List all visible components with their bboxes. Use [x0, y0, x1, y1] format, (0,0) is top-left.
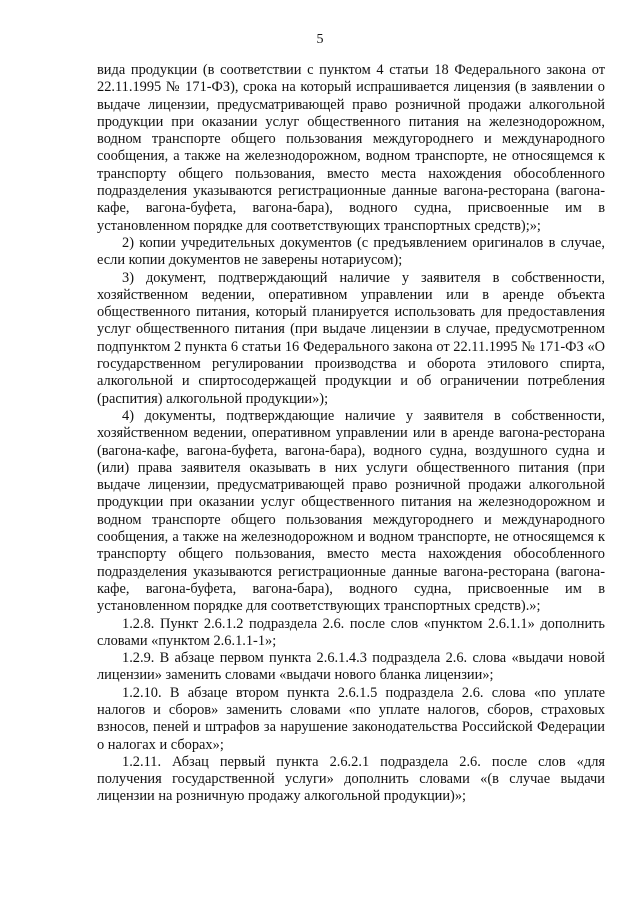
- paragraph-item-4: 4) документы, подтверждающие наличие у заявителя в собственности, хозяйственном ведении, оперативном управлении или в аренде вагона-ресторана (вагона-кафе, вагона-буфета, вагона-бара), водного судна, воздушного судна и (или) права заявителя оказывать в них услуги общественного питания (при выдаче лицензии, предусматривающей право розничной продажи алкогольной продукции при оказании услуг общественного питания на железнодорожном и водном транспорте общего пользования междугороднего и международного сообщения, а также на железнодорожном и водном транспорте, не относящемся к транспорту общего пользования, вместо места нахождения обособленного подразделения указываются регистрационные данные вагона-ресторана (вагона-кафе, вагона-буфета, вагона-бара), водного судна, присвоенные им в установленном порядке для соответствующих транспортных средств).»;: [97, 407, 605, 615]
- paragraph-1-2-10: 1.2.10. В абзаце втором пункта 2.6.1.5 подраздела 2.6. слова «по уплате налогов и сборов» заменить словами «по уплате налогов, сборов, страховых взносов, пеней и штрафов за нарушение законодательства Российской Федерации о налогах и сборах»;: [97, 684, 605, 753]
- paragraph-continuation: вида продукции (в соответствии с пунктом 4 статьи 18 Федерального закона от 22.11.1995 № 171-ФЗ), срока на который испрашивается лицензия (в заявлении о выдаче лицензии, предусматривающей право розничной продажи алкогольной продукции при оказании услуг общественного питания на железнодорожном, водном транспорте общего пользования междугороднего и международного сообщения, а также на железнодорожном, водном транспорте, не относящемся к транспорту общего пользования, вместо места нахождения обособленного подразделения указываются регистрационные данные вагона-ресторана (вагона-кафе, вагона-буфета, вагона-бара), водного судна, присвоенные им в установленном порядке для соответствующих транспортных средств);»;: [97, 62, 605, 234]
- paragraph-1-2-9: 1.2.9. В абзаце первом пункта 2.6.1.4.3 подраздела 2.6. слова «выдачи новой лицензии» заменить словами «выдачи нового бланка лицензии»;: [97, 650, 605, 684]
- paragraph-item-2: 2) копии учредительных документов (с предъявлением оригиналов в случае, если копии документов не заверены нотариусом);: [97, 234, 605, 269]
- document-body: [97, 62, 605, 806]
- page-number: 5: [316, 32, 324, 47]
- paragraph-item-3: 3) документ, подтверждающий наличие у заявителя в собственности, хозяйственном ведении, оперативном управлении или в аренде объекта общественного питания, который планируется использовать для предоставления услуг общественного питания (при выдаче лицензии в случае, предусмотренном подпунктом 2 пункта 6 статьи 16 Федерального закона от 22.11.1995 № 171-ФЗ «О государственном регулировании производства и оборота этилового спирта, алкогольной и спиртосодержащей продукции и об ограничении потребления (распития) алкогольной продукции»);: [97, 269, 605, 407]
- paragraph-1-2-8: 1.2.8. Пункт 2.6.1.2 подраздела 2.6. после слов «пунктом 2.6.1.1» дополнить словами «пунктом 2.6.1.1-1»;: [97, 615, 605, 649]
- paragraph-1-2-11: 1.2.11. Абзац первый пункта 2.6.2.1 подраздела 2.6. после слов «для получения государственной услуги» дополнить словами «(в случае выдачи лицензии на розничную продажу алкогольной продукции)»;: [97, 753, 605, 805]
